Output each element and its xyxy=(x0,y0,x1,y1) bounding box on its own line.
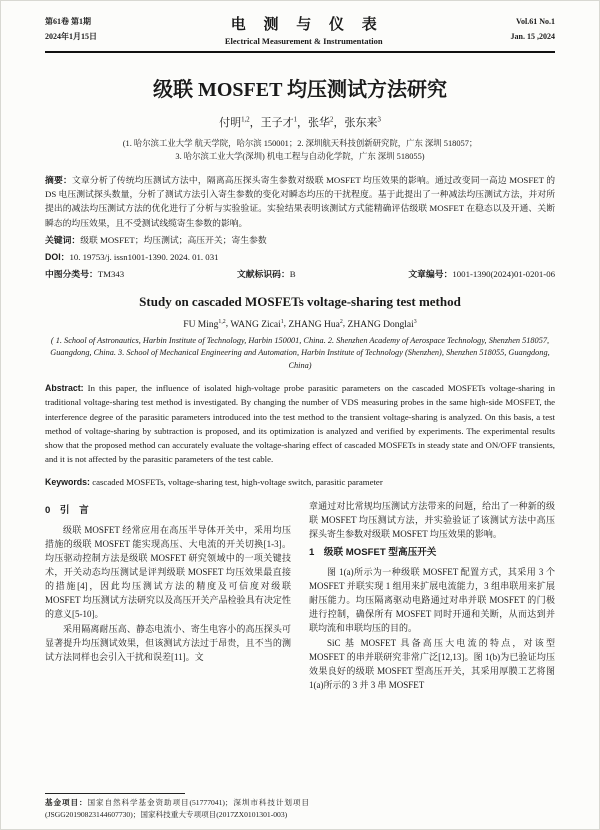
author-separator: , xyxy=(225,319,231,330)
journal-masthead xyxy=(224,13,384,46)
author-affil-sup: 3 xyxy=(377,116,381,124)
paragraph-continuation: 章通过对比常规均压测试方法带来的问题，给出了一种新的级联 MOSFET 均压测试方法，并实验验证了该测试方法中高压探头寄生参数对级联 MOSFET 均压效果的影响。 xyxy=(309,500,555,539)
journal-title-cn: 电 测 与 仪 表 xyxy=(230,17,384,33)
volume-issue: 第61卷 第1期 xyxy=(45,17,91,27)
authors-en xyxy=(45,318,555,329)
keywords-cn xyxy=(45,233,555,247)
abstract-cn xyxy=(45,173,555,230)
paragraph: SiC 基 MOSFET 具备高压大电流的特点，对该型 MOSFET 的串并联研究非常广泛[12,13]。图 1(b)为已验证均压效果良好的级联 MOSFET 型高压开关，其采用厚膜工艺将图 1(a)所示的 3 并 3 串 MOSFET xyxy=(309,638,555,691)
author-affil-sup: 3 xyxy=(413,318,417,325)
author-separator: ， xyxy=(333,117,345,129)
author-affil-sup: 1,2 xyxy=(218,318,226,325)
keywords-cn-text: 级联 MOSFET；均压测试；高压开关；寄生参数 xyxy=(80,234,267,245)
keywords-en xyxy=(45,475,555,489)
issue-info xyxy=(45,15,97,44)
author: 张华$^2$ xyxy=(308,116,334,129)
paragraph: 采用隔离耐压高、静态电流小、寄生电容小的高压探头可显著提升均压测试效果，但该测试方法过于昂贵，且不当的测试方法同样也会引入干扰和误差[11]。文 xyxy=(45,624,291,663)
keywords-en-label: Keywords: xyxy=(45,476,90,487)
issue-date-cn: 2024年1月15日 xyxy=(45,31,97,41)
affiliations-en: ( 1. School of Astronautics, Harbin Institute of Technology, Harbin 150001, China. 2. Shenzhen Academy of Aerospace Technology, Shenzhen 518057, Guangdong, China. 3. School of Mechanical Engineering and Automation, Harbin Institute of Technology (Shenzhen), Shenzhen 518055, Guangdong, China) xyxy=(50,335,550,371)
volume-issue-en: Vol.61 No.1 xyxy=(515,17,555,27)
author-separator: ， xyxy=(249,117,261,129)
journal-header xyxy=(45,13,555,53)
doi-value: 10. 19753/j. issn1001-1390. 2024. 01. 031 xyxy=(69,252,219,263)
author: WANG Zicai$^1$ xyxy=(230,318,284,330)
authors-cn xyxy=(45,114,555,130)
author-affil-sup: 1,2 xyxy=(241,116,250,124)
abstract-en xyxy=(45,381,555,467)
author: 张东来$^3$ xyxy=(344,116,381,129)
affiliations-cn xyxy=(45,137,555,164)
section-heading-1: 1 级联 MOSFET 型高压开关 xyxy=(309,546,437,558)
funding-footnote xyxy=(45,791,309,821)
author-separator: , xyxy=(283,319,289,330)
footnote-divider xyxy=(45,793,185,794)
paragraph: 图 1(a)所示为一种级联 MOSFET 配置方式，其采用 3 个 MOSFET 并联实现 1 组用来扩展电流能力，3 组串联用来扩展耐压能力。均压隔离驱动电路通过对串并联 MOSFET 的门极进行控制，确保所有 MOSFET 同时开通和关断，从而达到并联均流和串联均压的目的。 xyxy=(309,566,555,634)
journal-title-en: Electrical Measurement & Instrumentation xyxy=(224,36,383,46)
author-affil-sup: 1 xyxy=(280,318,284,325)
author-affil-sup: 2 xyxy=(339,318,343,325)
author-separator: ， xyxy=(297,117,309,129)
abstract-en-text: In this paper, the influence of isolated high-voltage probe parasitic parameters on the cascaded MOSFETs voltage-sharing in traditional voltage-sharing test method is investigated. By changing the number of VDS measuring probes in the same high-side MOSFET, the interference degree of the parasitic parameters introduced into the test method to the transient voltage-sharing is analyzed. On this basis, a test method of voltage-sharing by subtraction is proposed, and its optimization is analyzed and verified by experiments. The experimental results show that the proposed method can accurately evaluate the voltage-sharing effect of cascaded MOSFETs in steady state and ON/OFF transients, and it is not affected by the parasitic parameters of the test cable. xyxy=(45,383,556,465)
author: 付明$^{1,2}$ xyxy=(219,116,250,129)
author: ZHANG Donglai$^3$ xyxy=(347,318,417,330)
left-column xyxy=(45,499,291,693)
paper-title-en: Study on cascaded MOSFETs voltage-sharing test method xyxy=(139,294,461,310)
classification-row xyxy=(45,267,555,280)
article-id-item: 文章编号：1001-1390(2024)01-0201-06 xyxy=(408,269,555,280)
issue-info-en xyxy=(511,15,555,44)
abstract-cn-label: 摘要： xyxy=(45,174,72,185)
doi-line xyxy=(45,250,555,264)
author: 王子才$^1$ xyxy=(260,116,298,129)
abstract-cn-text: 文章分析了传统均压测试方法中，隔离高压探头寄生参数对级联 MOSFET 均压效果的影响。通过改变同一高边 MOSFET 的 DS 电压测试探头数量，分析了测试方法引入寄生参数的变化对瞬态均压的干扰程度。基于此提出了一种减法均压测试方法，并对所提出的减法均压测试方法的优化进行了分析与实验验证。实验结果表明该测试方式能精确评估级联 MOSFET 在稳态以及开通、关断瞬态的均压效果，且不受测试线缆寄生参数的影响。 xyxy=(45,174,555,228)
affiliation-line: (1. 哈尔滨工业大学 航天学院，哈尔滨 150001；2. 深圳航天科技创新研究院，广东 深圳 518057； xyxy=(122,139,478,148)
doc-code-item: 文献标识码：B xyxy=(236,269,296,280)
author-separator: , xyxy=(342,319,348,330)
affiliation-line: 3. 哈尔滨工业大学(深圳) 机电工程与自动化学院，广东 深圳 518055) xyxy=(175,152,425,162)
doi-label: DOI： xyxy=(45,252,70,263)
funding-text: 国家自然科学基金资助项目(51777041)；深圳市科技计划项目(JSGG20190823144607730)；国家科技重大专项项目(2017ZX0101301-003) xyxy=(45,798,309,820)
keywords-cn-label: 关键词： xyxy=(45,234,81,245)
paper-title-cn: 级联 MOSFET 均压测试方法研究 xyxy=(152,79,448,101)
issue-date-en: Jan. 15 ,2024 xyxy=(510,31,555,41)
paragraph: 级联 MOSFET 经常应用在高压半导体开关中，采用均压措施的级联 MOSFET 能实现高压、大电流的开关切换[1-3]。均压驱动控制方法是级联 MOSFET 研究领域中的一项关键技术，开关动态均压测试是评判级联 MOSFET 均压效果最直接的措施[4]，因此均压测试方法的精度及可信度对级联 MOSFET 均压测试方法研究以及高压开关产品检验具有决定性的意义[5-10]。 xyxy=(45,524,291,619)
funding-label: 基金项目： xyxy=(45,798,88,808)
body-columns xyxy=(45,499,555,693)
abstract-en-label: Abstract: xyxy=(45,383,84,394)
clc-item: 中图分类号：TM343 xyxy=(45,269,125,280)
section-heading-0: 0 引 言 xyxy=(45,504,89,516)
keywords-en-text: cascaded MOSFETs, voltage-sharing test, high-voltage switch, parasitic parameter xyxy=(92,476,383,487)
author: FU Ming$^{1,2}$ xyxy=(183,318,226,330)
right-column xyxy=(309,499,555,693)
author-affil-sup: 1 xyxy=(293,116,298,124)
author: ZHANG Hua$^2$ xyxy=(288,318,343,330)
author-affil-sup: 2 xyxy=(330,116,334,124)
